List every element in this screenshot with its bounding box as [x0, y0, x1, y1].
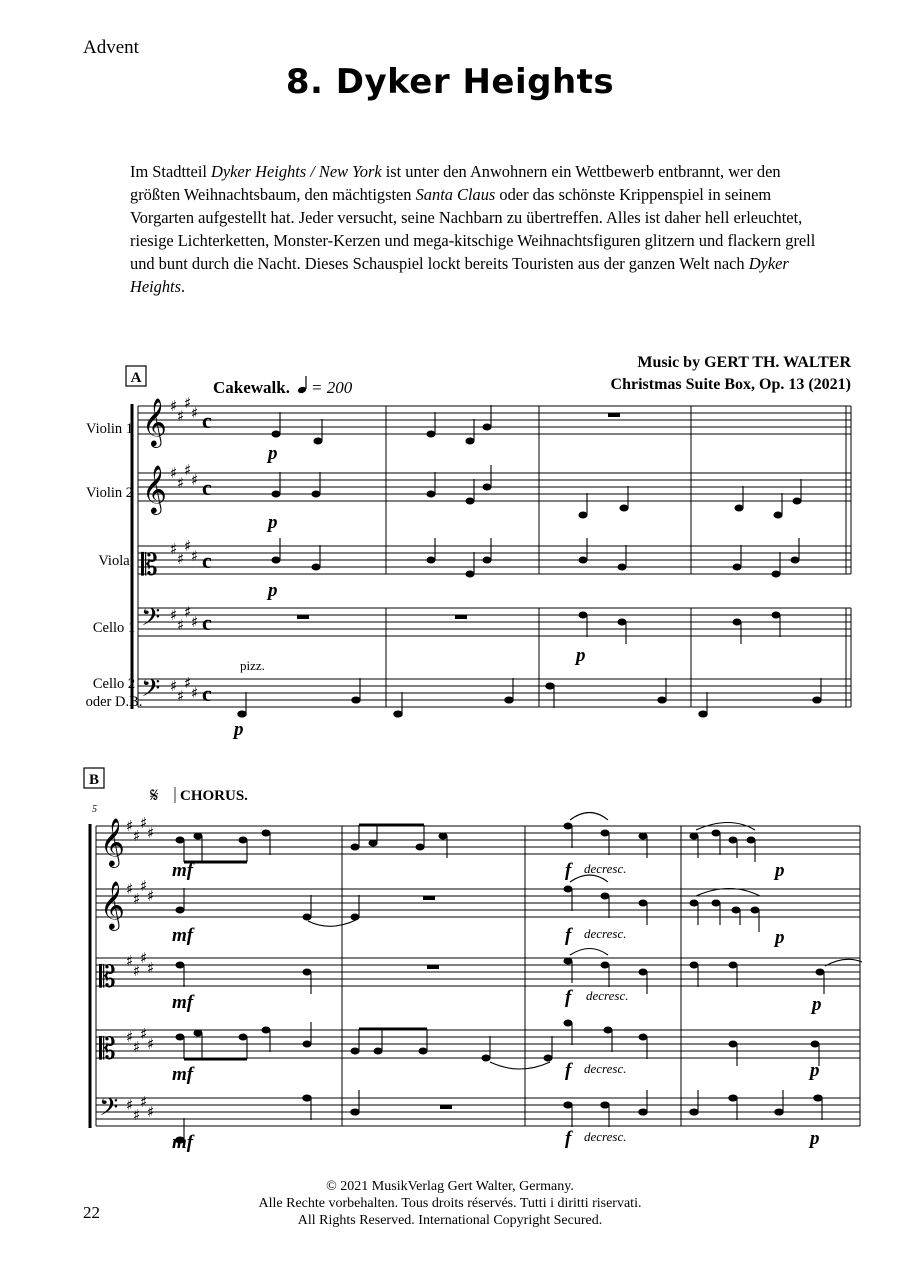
svg-text:c: c: [202, 475, 212, 500]
svg-text:♯: ♯: [126, 817, 134, 835]
dynamic-mf: mf: [172, 1064, 194, 1085]
composer-line: Music by GERT TH. WALTER: [637, 354, 851, 371]
label-db: oder D.B.: [85, 694, 143, 710]
staves-system-2: [96, 826, 860, 1126]
copyright-line: All Rights Reserved. International Copyright Secured.: [297, 1213, 603, 1228]
svg-text:♯: ♯: [184, 461, 192, 479]
whole-rest-icon: [297, 413, 620, 619]
svg-text:♯: ♯: [126, 880, 134, 898]
svg-text:c: c: [202, 610, 212, 635]
svg-text:♯: ♯: [177, 550, 185, 568]
treble-clef-icon: 𝄞: [100, 880, 125, 929]
svg-text:♯: ♯: [170, 464, 178, 482]
key-signature-sharps-icon: [126, 814, 154, 1124]
chorus-label: CHORUS.: [180, 788, 248, 804]
copyright-notice: [0, 1178, 900, 1229]
decresc-marking: decresc.: [584, 861, 627, 876]
svg-text:♯: ♯: [184, 537, 192, 555]
svg-text:♯: ♯: [147, 887, 155, 905]
tenor-clef-icon: 𝄡: [99, 1032, 116, 1067]
svg-text:♯: ♯: [170, 397, 178, 415]
svg-text:♯: ♯: [170, 606, 178, 624]
dynamic-f: f: [565, 1128, 572, 1149]
svg-text:♯: ♯: [191, 547, 199, 565]
dynamic-f: f: [565, 860, 572, 881]
notes-system-2: [176, 823, 824, 1143]
label-violin-2: Violin 2: [86, 485, 134, 501]
label-viola: Viola: [98, 553, 130, 569]
decresc-marking: decresc.: [584, 1129, 627, 1144]
svg-text:♯: ♯: [126, 1028, 134, 1046]
label-cello-2: Cello 2: [92, 676, 136, 692]
svg-text:♯: ♯: [133, 962, 141, 980]
svg-text:♯: ♯: [126, 952, 134, 970]
svg-text:♯: ♯: [191, 471, 199, 489]
intro-text: oder das schönste Krippenspiel in seinem Vorgarten aufgestellt hat. Jeder versucht, seine Nachbarn zu übertreffen. Alles ist daher hell erleuchtet, riesige Lichterketten, Monster-Kerzen und mega-kitschige Weihnachtsfiguren glitzern und flackern grell und bunt durch die Nacht. Dieses Schauspiel lockt bereits Touristen aus der ganzen Welt nach: [130, 185, 816, 273]
dynamic-p: p: [775, 927, 785, 948]
opus-line: Christmas Suite Box, Op. 13 (2021): [610, 376, 851, 393]
piece-title: 8. Dyker Heights: [285, 62, 615, 102]
svg-text:♯: ♯: [140, 877, 148, 895]
svg-text:♯: ♯: [177, 407, 185, 425]
dynamic-p: p: [234, 719, 244, 740]
page-number: 22: [83, 1203, 100, 1222]
svg-text:♯: ♯: [191, 684, 199, 702]
dynamic-f: f: [565, 987, 572, 1008]
common-time-icon: [202, 408, 212, 706]
svg-text:♯: ♯: [133, 827, 141, 845]
treble-clef-icon: 𝄞: [100, 817, 125, 866]
copyright-line: Alle Rechte vorbehalten. Tous droits réservés. Tutti i diritti riservati.: [258, 1196, 642, 1211]
svg-text:♯: ♯: [177, 687, 185, 705]
label-cello-1: Cello 1: [92, 620, 136, 636]
treble-clef-icon: 𝄞: [142, 397, 167, 446]
svg-text:c: c: [202, 408, 212, 433]
dynamic-mf: mf: [172, 992, 194, 1013]
label-violin-1: Violin 1: [86, 421, 134, 437]
intro-text: Im Stadtteil: [130, 162, 212, 181]
alto-clef-icon: 𝄡: [141, 548, 158, 583]
decresc-marking: decresc.: [584, 926, 627, 941]
dynamic-mf: mf: [172, 860, 194, 881]
dynamic-f: f: [565, 1060, 572, 1081]
key-signature-sharps-icon: [170, 394, 198, 705]
dynamic-p: p: [812, 994, 822, 1015]
dynamic-p: p: [268, 443, 278, 464]
system-1: [86, 366, 851, 740]
decresc-marking: decresc.: [584, 1061, 627, 1076]
svg-text:♯: ♯: [133, 890, 141, 908]
dynamic-p: p: [268, 512, 278, 533]
intro-emphasis: Dyker Heights / New York: [211, 162, 382, 181]
bass-clef-icon: 𝄢: [141, 603, 161, 638]
svg-text:♯: ♯: [177, 474, 185, 492]
copyright-line: © 2021 MusikVerlag Gert Walter, Germany.: [326, 1179, 574, 1194]
svg-text:♯: ♯: [147, 824, 155, 842]
dynamic-mf: mf: [172, 1132, 194, 1153]
svg-text:♯: ♯: [170, 540, 178, 558]
treble-clef-icon: 𝄞: [142, 464, 167, 513]
intro-text: ist unter den Anwohnern ein Wettbewerb entbrannt, wer den größten Weihnachtsbaum, den mächtigsten: [130, 162, 781, 204]
svg-text:c: c: [202, 548, 212, 573]
dynamic-mf: mf: [172, 925, 194, 946]
svg-text:♯: ♯: [147, 1103, 155, 1121]
decresc-marking: decresc.: [586, 988, 629, 1003]
barlines-system-2: [90, 824, 860, 1128]
whole-rest-icon: [423, 896, 452, 1109]
svg-text:♯: ♯: [140, 949, 148, 967]
svg-text:♯: ♯: [133, 1106, 141, 1124]
svg-text:♯: ♯: [177, 616, 185, 634]
svg-text:♯: ♯: [184, 674, 192, 692]
tempo-text: Cakewalk.: [213, 378, 290, 397]
svg-text:♯: ♯: [126, 1096, 134, 1114]
svg-text:♯: ♯: [170, 677, 178, 695]
svg-text:♯: ♯: [147, 1035, 155, 1053]
tempo-value: = 200: [311, 378, 353, 397]
bass-clef-icon: 𝄢: [141, 674, 161, 709]
alto-clef-icon: 𝄡: [99, 960, 116, 995]
svg-text:c: c: [202, 681, 212, 706]
svg-text:♯: ♯: [184, 394, 192, 412]
dynamic-p: p: [810, 1060, 820, 1081]
rehearsal-mark-b: B: [88, 772, 100, 788]
svg-text:♯: ♯: [191, 613, 199, 631]
intro-emphasis: Dyker Heights: [130, 254, 789, 296]
rehearsal-mark-a: A: [130, 370, 142, 386]
dynamic-p: p: [576, 645, 586, 666]
dynamic-p: p: [810, 1128, 820, 1149]
svg-text:♯: ♯: [191, 404, 199, 422]
svg-text:♯: ♯: [147, 959, 155, 977]
svg-text:♯: ♯: [140, 814, 148, 832]
pizz-marking: pizz.: [240, 658, 265, 673]
svg-text:♯: ♯: [140, 1093, 148, 1111]
svg-text:♯: ♯: [184, 603, 192, 621]
intro-emphasis: Santa Claus: [415, 185, 496, 204]
intro-text: .: [181, 277, 186, 296]
segno-icon: 𝄋: [150, 783, 159, 807]
header-label: Advent: [83, 37, 139, 58]
dynamic-p: p: [775, 860, 785, 881]
notes-system-1: [238, 405, 821, 717]
bass-clef-icon: 𝄢: [99, 1093, 119, 1128]
svg-text:♯: ♯: [140, 1025, 148, 1043]
measure-number: 5: [92, 804, 97, 815]
dynamic-f: f: [565, 925, 572, 946]
dynamic-p: p: [268, 580, 278, 601]
svg-text:♯: ♯: [133, 1038, 141, 1056]
system-2: [84, 768, 862, 1153]
